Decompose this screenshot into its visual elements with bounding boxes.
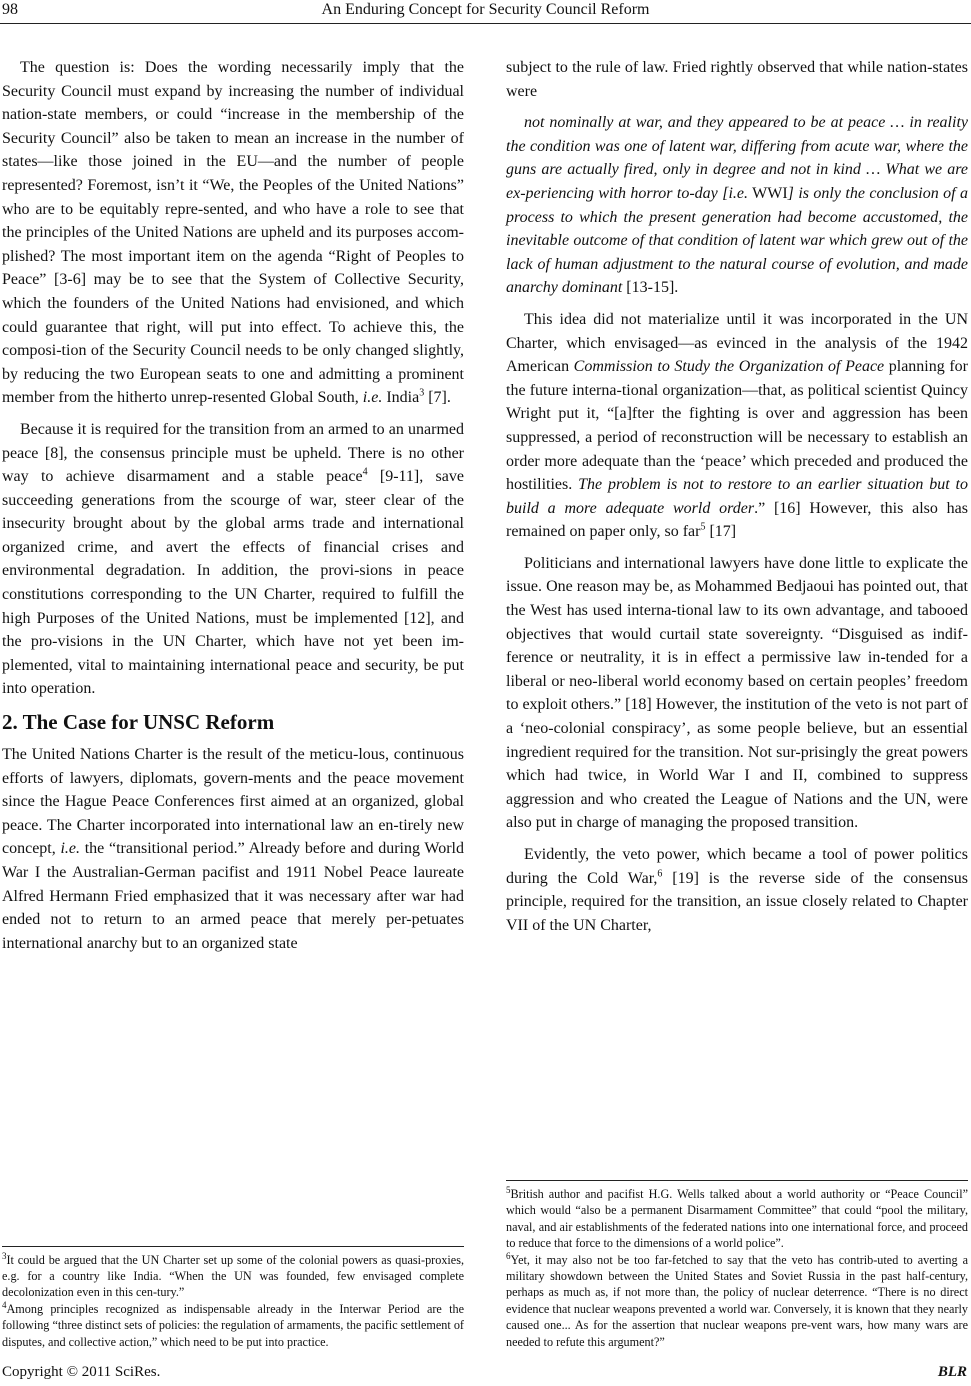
footnotes-right [506, 1180, 968, 1350]
header-rule [0, 23, 971, 24]
paragraph: Evidently, the veto power, which became a tool of power politics during the Cold War,$^6$ [19] is the reverse side of the consensus principle, required for the transition, an issue closely related to Chapter VII of the UN Charter, [506, 846, 968, 934]
left-column [2, 56, 464, 1350]
paragraph: Because it is required for the transition from an armed to an unarmed peace [8], the consensus principle must be upheld. There is no other way to achieve disarmament and a stable peace$^4$ [9-11], save succeeding generations from the scourge of war, steer clear of the insecurity brought about by the global arms trade and international organized crime, and avert the effects of financial crises and environmental degradation. In addition, the provi-sions in peace constitutions corresponding to the UN Charter, required to fulfill the high Purposes of the United Nations, must be implemented [12], and the pro-visions in the UN Charter, which have not yet been im-plemented, vital to maintaining international peace and security, be put into operation. [2, 420, 464, 698]
running-title: An Enduring Concept for Security Council Reform [321, 1, 650, 18]
paragraph: This idea did not materialize until it was incorporated in the UN Charter, which envisaged—as evinced in the analysis of the 1942 American Commission to Study the Organization of Peace planning for the future interna-tional organization—that, as political scientist Quincy Wright put it, “[a]fter the fighting is over and aggression has been suppressed, a period of reconstruction will be necessary to establish an order more adequate than the ‘peace’ which preceded and produced the hostilities. The problem is not to restore to an earlier situation but to build a more adequate world order.” [16] However, this also has remained on paper only, so far$^5$ [17] [506, 310, 969, 541]
left-column-body [2, 56, 464, 955]
paragraph: The United Nations Charter is the result of the meticu-lous, continuous efforts of lawyers, diplomats, govern-ments and the peace movement since the Hague Peace Conferences first aimed at an organized, global peace. The Charter incorporated into international law an en-tirely new concept, i.e. the “transitional period.” Already before and during World War I the Australian-German pacifist and 1911 Nobel Peace laureate Alfred Hermann Fried emphasized that it was necessary after war had ended not to return to an armed peace that merely per-petuates international anarchy but to an organized state [2, 746, 465, 952]
page-footer [0, 1364, 971, 1386]
paragraph: subject to the rule of law. Fried rightly observed that while nation-states were [506, 59, 968, 100]
footnote-3: $^3$It could be argued that the UN Charter set up some of the colonial powers as quasi-proxies, e.g. for a country like India. “When the UN was founded, few envisaged complete decolonization even in this cen-tury.” [2, 1250, 464, 1300]
footnote-4: $^4$Among principles recognized as indispensable already in the Interwar Period are the following “three distinct sets of policies: the regulation of armaments, the pacific settlement of disputes, and collective action,” which need to be put into practice. [2, 1299, 464, 1349]
paragraph: Politicians and international lawyers have done little to explicate the issue. One reason may be, as Mohammed Bedjaoui has pointed out, that the West has used interna-tional law to its own advantage, and tabooed objectives that would curtail state sovereignty. “Disguised as indif-ference or neutrality, it is in effect a permissive law in-tended for a liberal or neo-liberal world economy based on certain peoples’ freedom to exploit others.” [18] However, the institution of the veto is not part of a ‘neo-colonial conspiracy’, as some people believe, but an essential ingredient required for the transition. Not sur-prisingly the great powers which had twice, in World War I and II, combined to suppress aggression and who created the League of Nations and the UN, were also put in charge of managing the proposed transition. [506, 554, 968, 832]
footnote-ref[interactable]: 3 [419, 387, 425, 399]
copyright-text: Copyright © 2011 SciRes. [2, 1364, 161, 1380]
block-quote: not nominally at war, and they appeared to be at peace … in reality the condition was one of latent war, differing from acute war, where the guns are actually fired, only in degree and not in kind … What we are ex-periencing with horror to-day [i.e. WWI] is only the conclusion of a process to which the present generation had become accustomed, the inevitable outcome of that condition of latent war which grew out of the lack of human adjustment to the natural course of evolution, and made anarchy dominant [13-15]. [506, 114, 969, 297]
page-header [0, 0, 971, 26]
footnote-ref[interactable]: 4 [362, 466, 368, 478]
footnote-ref[interactable]: 5 [700, 521, 706, 533]
footnote-5: $^5$British author and pacifist H.G. Wells talked about a world authority or “Peace Council” which would “also be a permanent Disarmament Committee” that could “pool the military, naval, and air establishments of the federated nations into one international force, and proceed to reduce that force to the dimensions of a world police”. [506, 1184, 968, 1251]
footnotes-left [2, 1246, 464, 1350]
paragraph: The question is: Does the wording necessarily imply that the Security Council must expand by increasing the number of individual nation-state members, or could “increase in the membership of the Security Council” also be taken to mean an increase in the number of states—like those joined in the EU—and the number of people represented? Foremost, isn’t it “We, the Peoples of the United Nations” who are to be equitably repre-sented, and who have a role to see that the principles of the United Nations are upheld and its purposes accom-plished? The most important item on the agenda “Right of Peoples to Peace” [3-6] may be to see that the System of Collective Security, which the founders of the United Nations had envisioned, and which could guarantee that right, will put into effect. To achieve this, the composi-tion of the Security Council needs to be only changed slightly, by reducing the two European seats to one and admitting a prominent member from the hitherto unrep-resented Global South, i.e. India$^3$ [7]. [2, 59, 464, 407]
section-heading: 2. The Case for UNSC Reform [2, 710, 275, 735]
footnote-ref[interactable]: 6 [657, 868, 663, 880]
page-number: 98 [2, 1, 18, 18]
footnote-separator [506, 1180, 968, 1181]
journal-abbrev: BLR [937, 1364, 967, 1380]
right-column [506, 56, 968, 1350]
footnote-separator [2, 1246, 464, 1247]
footnote-6: $^6$Yet, it may also not be too far-fetched to say that the veto has contrib-uted to averting a military showdown between the United States and Soviet Russia in the past half-century, perhaps as much as, if not more than, the policy of nuclear deterrence. “There is no direct evidence that nuclear weapons prevented a world war. Conversely, it is known that they nearly caused one... As for the assertion that nuclear weapons pre-vent wars, how many wars are needed to refute this argument?” [506, 1250, 968, 1349]
right-column-body [506, 56, 968, 937]
